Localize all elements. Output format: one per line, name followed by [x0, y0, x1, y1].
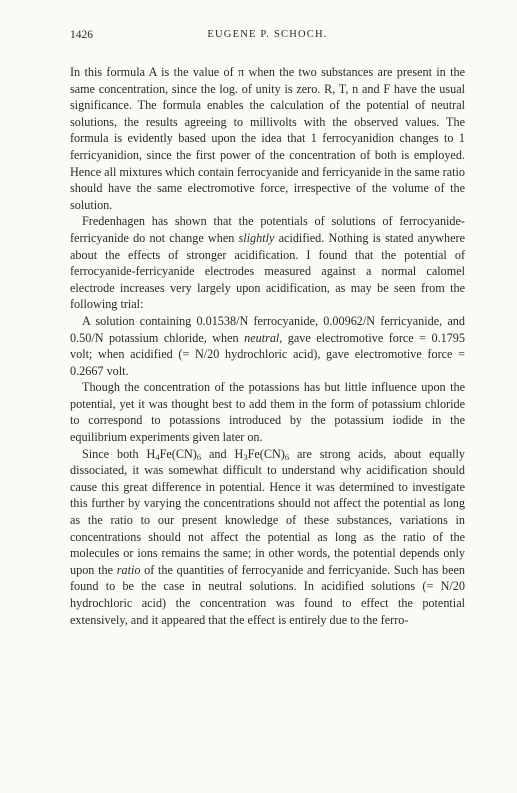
page-number: 1426: [70, 29, 93, 41]
paragraph-potassions: Though the concentration of the potassions has but little influence upon the potential, yet it was thought best to add them in the form of potassium chloride to correspond to potassions introduced by the potassium iodide in the equilibrium experiments given later on.: [70, 380, 465, 445]
text-run: gave electromotive force = 0.1795 volt; when acidified (= N/20 hydrochloric acid), gave electromotive force = 0.2667 volt.: [70, 330, 465, 378]
paragraph-fredenhagen: [70, 213, 465, 313]
paragraph-trial: [70, 313, 465, 379]
paragraph-formula: In this formula A is the value of π when the two substances are present in the same concentration, since the log. of unity is zero. R, T, n and F have the usual significance. The formula enables the calculation of the potential of neutral solutions, the results agreeing to millivolts with the observed values. The formula is evidently based upon the idea that 1 ferrocyanidion changes to 1 ferricyanidion, since the first power of the concentration of both is employed. Hence all mixtures which contain ferrocyanide and ferricyanide in the same ratio should have the same electromotive force, irrespective of the volume of the solution.: [70, 65, 465, 212]
text-run: acidified. Nothing is stated anywhere about the effects of stronger acidification. I found that the potential of ferrocyanide-ferricyanide electrodes measured against a normal calomel electrode increases very largely upon acidification, as may be seen from the following trial:: [70, 230, 465, 312]
running-head: EUGENE P. SCHOCH.: [207, 29, 328, 40]
paragraph-acids: [70, 446, 465, 629]
text-run: and H: [201, 446, 244, 461]
subscript: 4: [155, 451, 160, 462]
text-run: Fe(CN): [159, 446, 197, 461]
emphasis: ratio: [116, 562, 141, 577]
subscript: 3: [243, 451, 248, 462]
emphasis: slightly: [238, 230, 275, 245]
subscript: 6: [284, 451, 290, 462]
text-run: A solution containing 0.01538/N ferrocyanide, 0.00962/N ferricyanide, and 0.50/N potassium chloride, when: [70, 313, 465, 345]
text-run: of the quantities of ferrocyanide and ferricyanide. Such has been found to be the case in neutral solutions. In acidified solutions (= N/20 hydrochloric acid) the concentration was found to effect the potential extensively, and it appeared that the effect is entirely due to the ferro-: [70, 562, 466, 627]
body-text: [70, 64, 465, 628]
text-run: Fe(CN): [247, 446, 285, 461]
subscript: 6: [196, 451, 202, 462]
emphasis: neutral,: [244, 330, 283, 345]
page-header: [70, 26, 465, 44]
text-run: Since both H: [82, 446, 156, 461]
text-run: Fredenhagen has shown that the potentials of solutions of ferrocyanide-ferricyanide do not change when: [70, 214, 465, 245]
text-run: are strong acids, about equally dissociated, it was somewhat difficult to understand why acidification should cause this great difference in potential. Hence it was determined to investigate this further by varying the concentrations should not affect the potential as long as the ratio to our present knowledge of these substances, variations in concentrations should not affect the potential as long as the ratio of the molecules or ions remains the same; in other words, the potential depends only upon the: [70, 446, 465, 577]
